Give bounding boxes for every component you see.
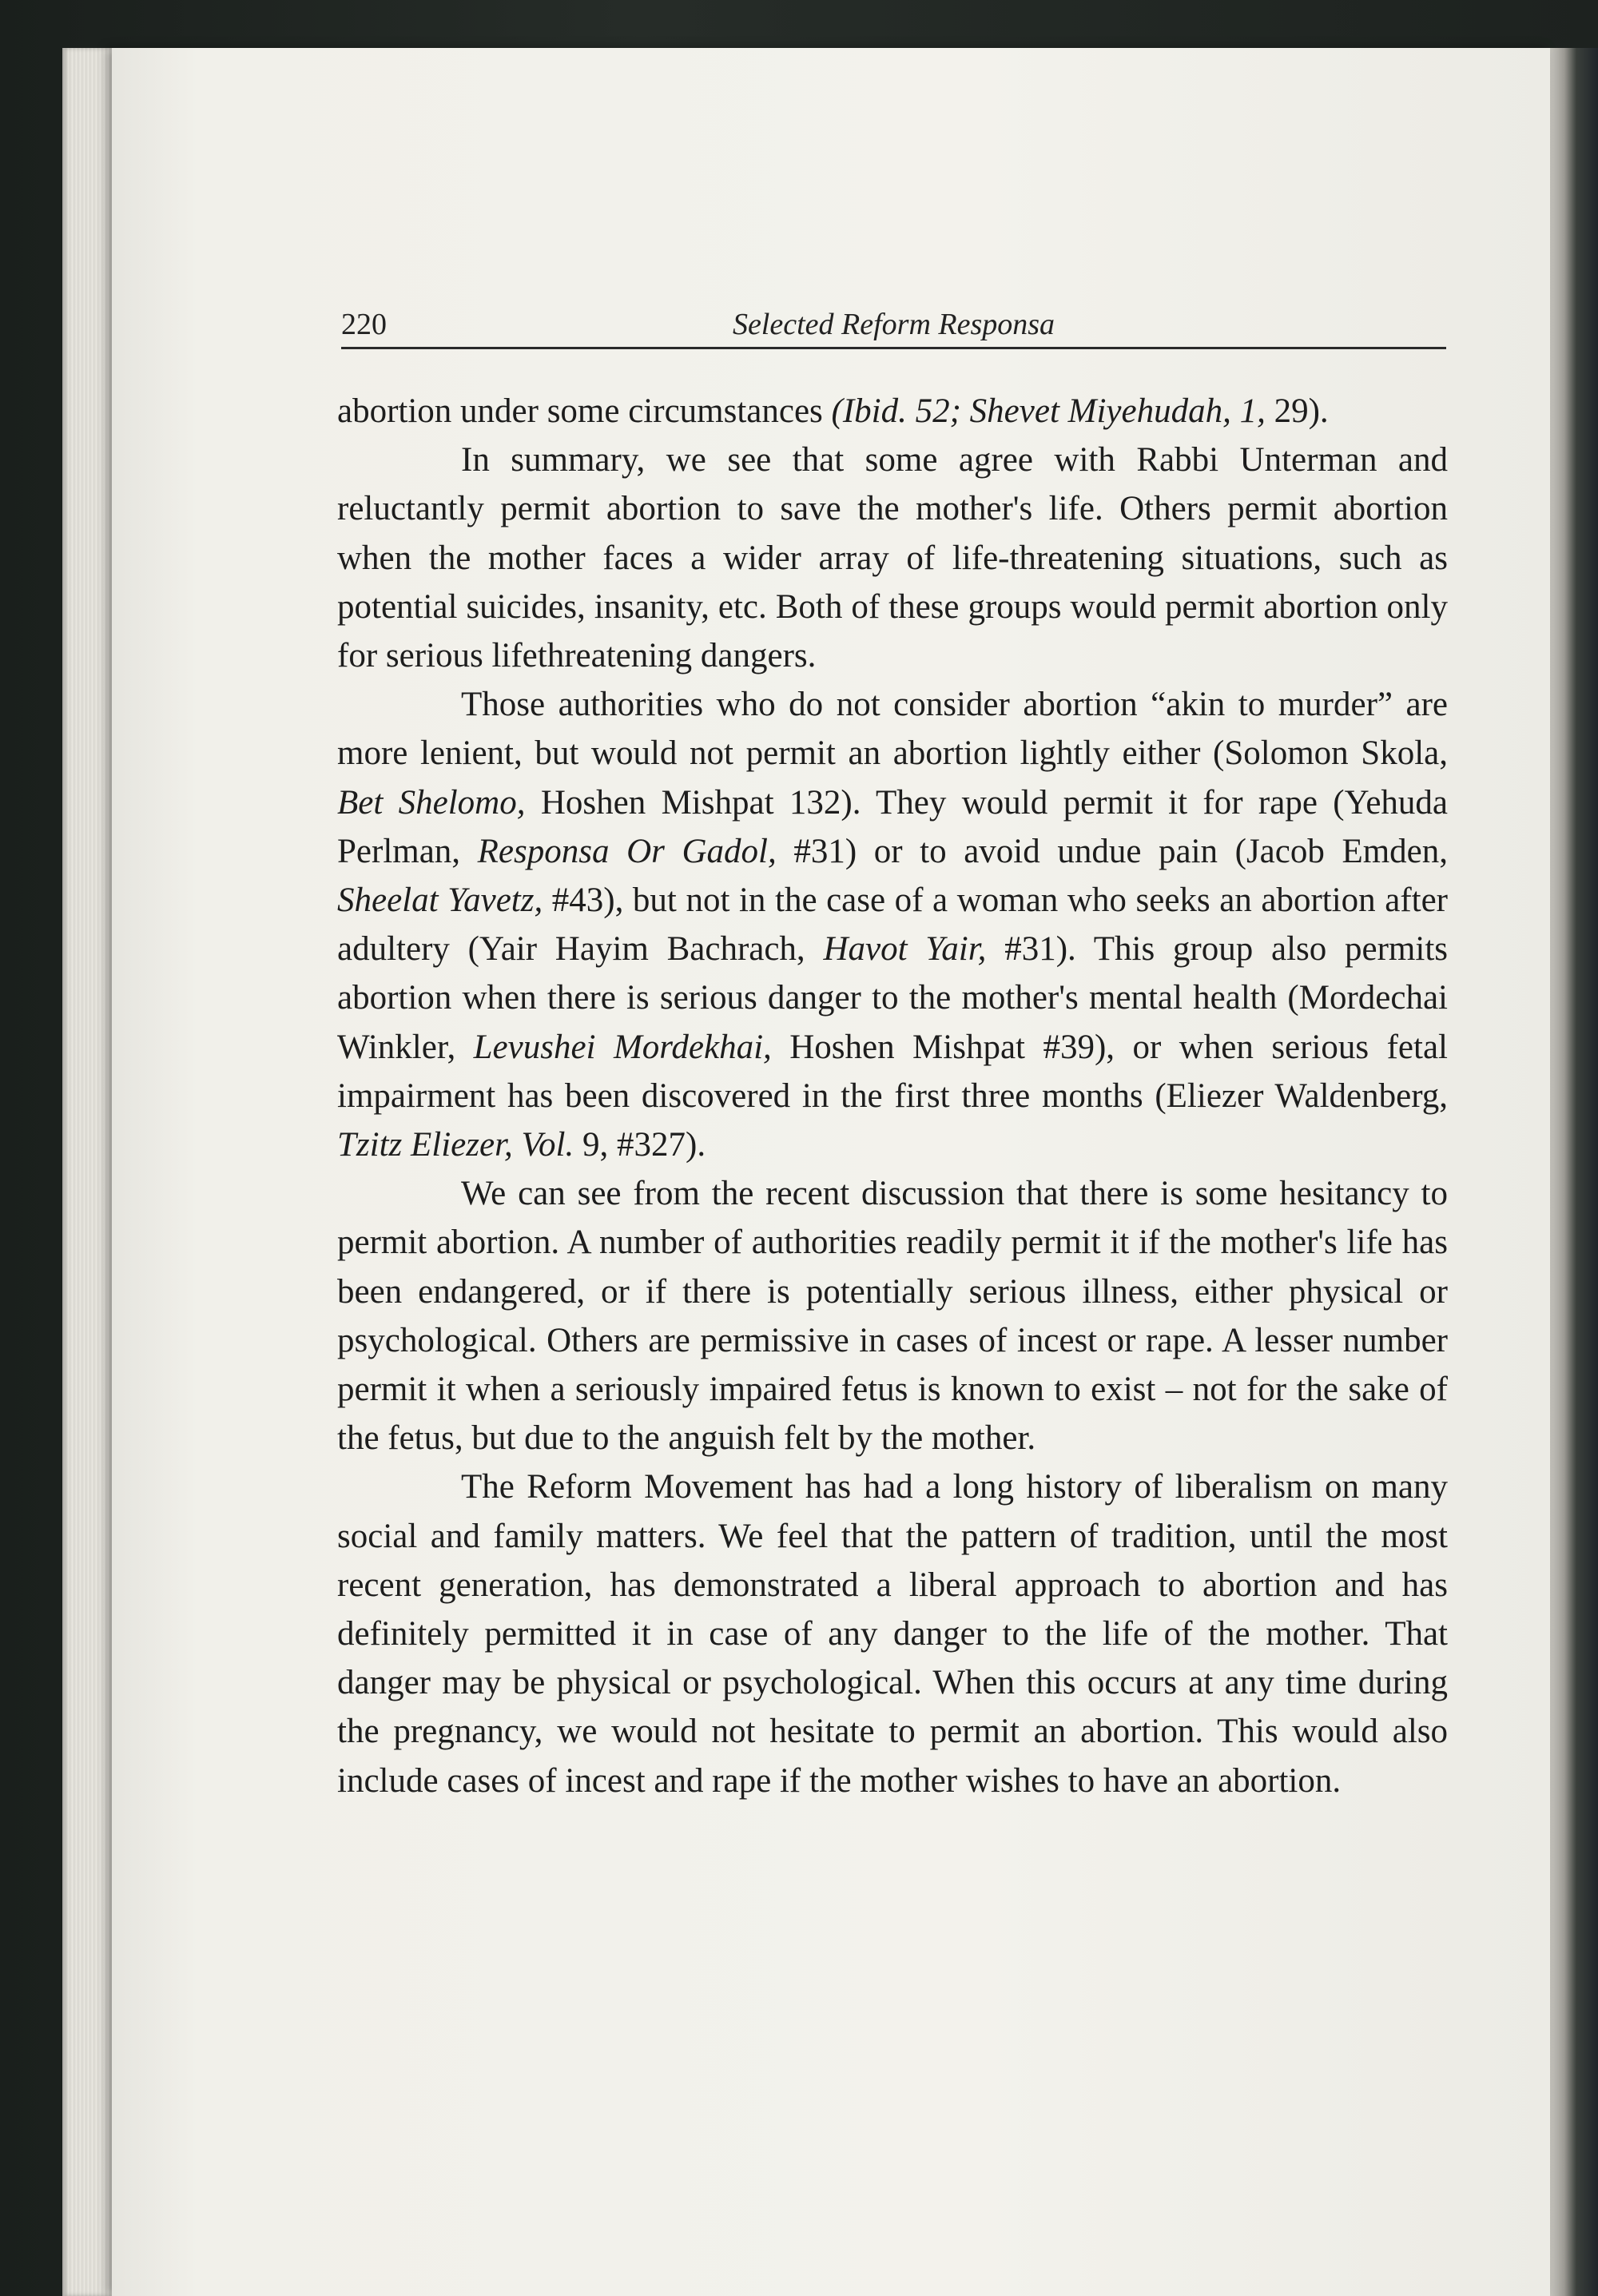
paragraph (337, 680, 1448, 1169)
running-title: Selected Reform Responsa (732, 308, 1055, 341)
italic-citation: Responsa Or Gadol, (477, 832, 777, 870)
text-run: 29). (1265, 392, 1329, 430)
paragraph (337, 387, 1448, 436)
book-spine-edge (1550, 48, 1598, 2296)
text-run: In summary, we see that some agree with Rabbi Unterman and reluctantly permit abortion to save the mother's life. Others permit abortion when the mother faces a wider array of life-threatening situations, such as potential suicides, insanity, etc. Both of these groups would permit abortion only for serious lifethreatening dangers. (337, 441, 1448, 675)
text-run: #31). This group also permits abortion when there is serious danger to the mother's mental health (Mordechai Winkler, (337, 930, 1449, 1066)
italic-citation: Bet Shelomo, (337, 783, 526, 822)
text-run: Those authorities who do not consider abortion “akin to murder” are more lenient, but would not permit an abortion lightly either (Solomon Skola, (337, 686, 1448, 773)
text-run: The Reform Movement has had a long history of liberalism on many social and family matters. We feel that the pattern of tradition, until the most recent generation, has demonstrated a liberal approach to abortion and has definitely permitted it in case of any danger to the life of the mother. That danger may be physical or psychological. When this occurs at any time during the pregnancy, we would not hesitate to permit an abortion. This would also include cases of incest and rape if the mother wishes to have an abortion. (337, 1468, 1448, 1800)
body-text (337, 387, 1448, 1805)
text-run: 9, #327). (574, 1126, 706, 1164)
text-run: abortion under some circumstances (337, 392, 832, 430)
italic-citation: Levushei Mordekhai, (473, 1028, 772, 1066)
italic-citation: Tzitz Eliezer, Vol. (337, 1126, 574, 1164)
page-stack-edge (62, 48, 118, 2296)
italic-citation: (Ibid. 52; Shevet Miyehudah, 1, (831, 392, 1266, 430)
paragraph (337, 1169, 1448, 1462)
paragraph (337, 436, 1448, 680)
paragraph (337, 1462, 1448, 1805)
italic-citation: Havot Yair, (823, 930, 987, 969)
text-run: We can see from the recent discussion that there is some hesitancy to permit abortion. A number of authorities readily permit it if the mother's life has been endangered, or if there is potentially serious illness, either physical or psychological. Others are permissive in cases of incest or rape. A lesser number permit it when a seriously impaired fetus is known to exist – not for the sake of the fetus, but due to the anguish felt by the mother. (337, 1175, 1448, 1458)
text-run: Hoshen Mishpat #39), or when serious fetal impairment has been discovered in the first three months (Eliezer Waldenberg, (337, 1028, 1448, 1115)
text-run: #43), but not in the case of a woman who seeks an abortion after adultery (Yair Hayim Bachrach, (337, 881, 1448, 969)
text-run: Hoshen Mishpat 132). They would permit it for rape (Yehuda Perlman, (337, 783, 1448, 870)
italic-citation: Sheelat Yavetz, (337, 881, 543, 920)
text-run: #31) or to avoid undue pain (Jacob Emden, (776, 832, 1448, 870)
page-number: 220 (341, 308, 387, 341)
running-header (341, 297, 1446, 349)
